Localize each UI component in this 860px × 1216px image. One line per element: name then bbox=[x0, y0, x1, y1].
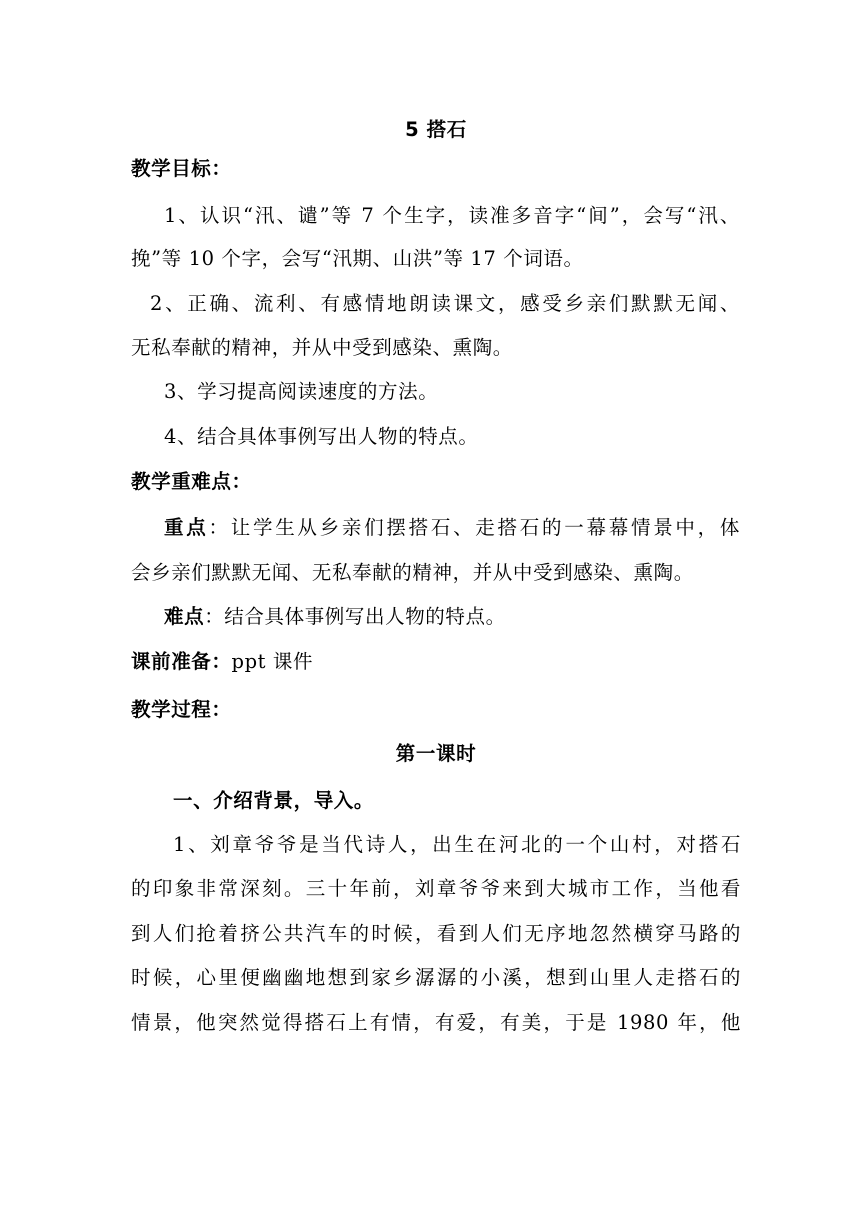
para-1-line-1: 1、刘章爷爷是当代诗人，出生在河北的一个山村，对搭石 bbox=[173, 833, 741, 856]
difficulty-label: 难点 bbox=[164, 605, 205, 628]
process-heading: 教学过程： bbox=[131, 698, 232, 721]
document-title: 5 搭石 bbox=[405, 118, 467, 141]
preparation-text: ppt 课件 bbox=[231, 650, 314, 673]
key-points-heading: 教学重难点： bbox=[131, 470, 252, 493]
focus-label: 重点 bbox=[164, 516, 209, 539]
objective-1-line-2: 挽”等 10 个字，会写“汛期、山洪”等 17 个词语。 bbox=[131, 247, 584, 270]
difficulty-text: ：结合具体事例写出人物的特点。 bbox=[204, 605, 506, 628]
section-1-heading: 一、介绍背景，导入。 bbox=[173, 789, 375, 812]
para-1-line-5: 情景，他突然觉得搭石上有情，有爱，有美，于是 1980 年，他 bbox=[131, 1011, 741, 1034]
preparation-heading: 课前准备： bbox=[131, 650, 232, 673]
objectives-heading: 教学目标： bbox=[131, 157, 232, 180]
objective-1-line-1: 1、认识“汛、谴”等 7 个生字，读准多音字“间”，会写“汛、 bbox=[164, 204, 740, 227]
preparation-line bbox=[131, 648, 741, 676]
focus-line-2: 会乡亲们默默无闻、无私奉献的精神，并从中受到感染、熏陶。 bbox=[131, 561, 694, 584]
focus-line-1 bbox=[164, 514, 740, 542]
objective-4: 4、结合具体事例写出人物的特点。 bbox=[164, 425, 479, 448]
para-1-line-4: 时候，心里便幽幽地想到家乡潺潺的小溪，想到山里人走搭石的 bbox=[131, 966, 741, 989]
para-1-line-2: 的印象非常深刻。三十年前，刘章爷爷来到大城市工作，当他看 bbox=[131, 877, 741, 900]
lesson-title: 第一课时 bbox=[395, 742, 477, 765]
focus-text-1: ：让学生从乡亲们摆搭石、走搭石的一幕幕情景中，体 bbox=[208, 516, 741, 539]
para-1-line-3: 到人们抢着挤公共汽车的时候，看到人们无序地忽然横穿马路的 bbox=[131, 922, 741, 945]
objective-3: 3、学习提高阅读速度的方法。 bbox=[164, 380, 439, 403]
objective-2-line-2: 无私奉献的精神，并从中受到感染、熏陶。 bbox=[131, 336, 513, 359]
difficulty-line bbox=[164, 603, 774, 631]
objective-2-line-1: 2、正确、流利、有感情地朗读课文，感受乡亲们默默无闻、 bbox=[150, 292, 740, 315]
